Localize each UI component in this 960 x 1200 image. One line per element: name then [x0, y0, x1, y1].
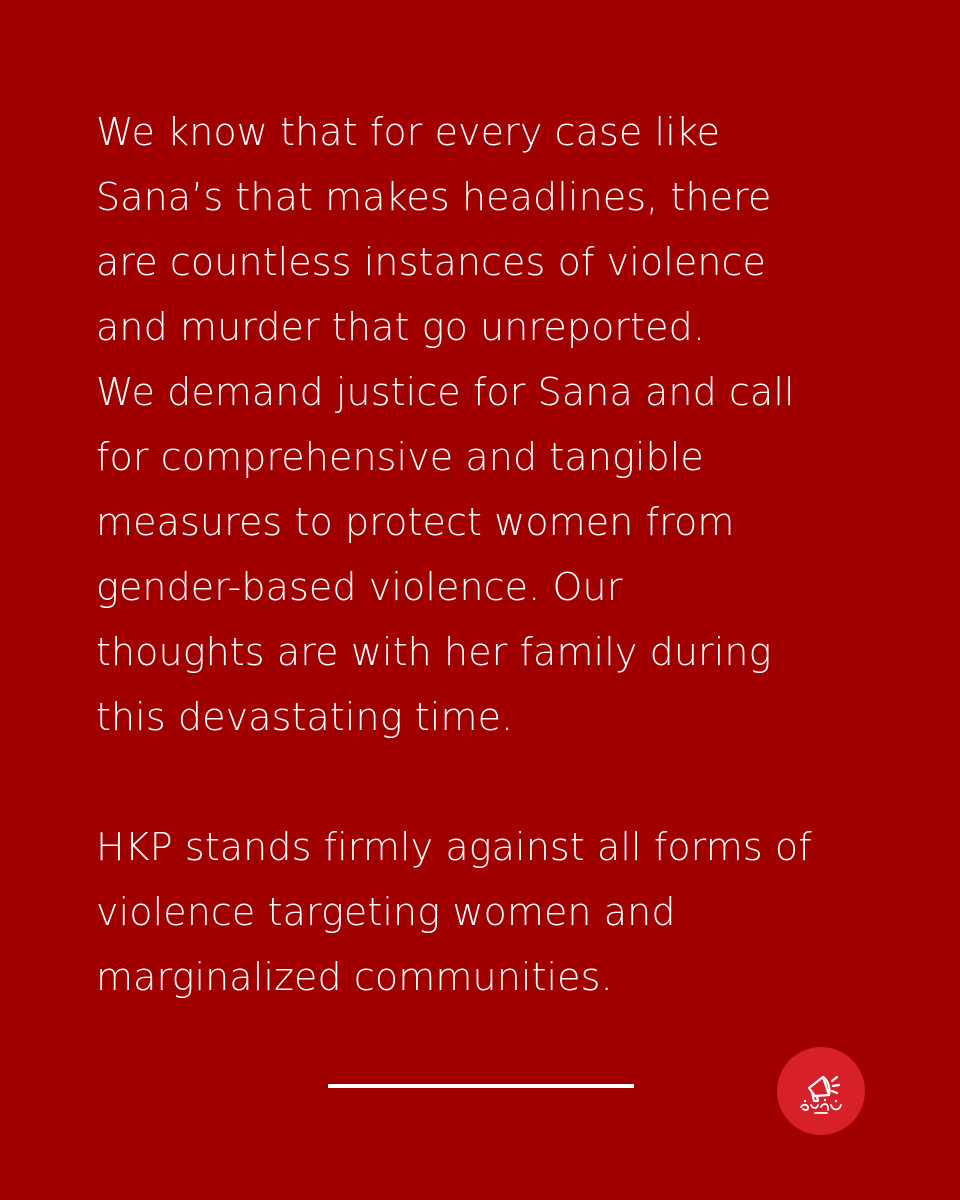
statement-line: and murder that go unreported.: [96, 305, 706, 349]
statement-line: violence targeting women and: [96, 890, 676, 934]
statement-line: Sana’s that makes headlines, there: [96, 175, 772, 219]
statement-line: for comprehensive and tangible: [96, 435, 704, 479]
statement-line: We demand justice for Sana and call: [96, 370, 795, 414]
divider-line: [328, 1084, 634, 1088]
statement-line: measures to protect women from: [96, 500, 735, 544]
statement-line: thoughts are with her family during: [96, 630, 772, 674]
statement-line: are countless instances of violence: [96, 240, 767, 284]
statement-line: gender-based violence. Our: [96, 565, 623, 609]
statement-line: HKP stands firmly against all forms of: [96, 825, 812, 869]
statement-line: We know that for every case like: [96, 110, 721, 154]
statement-line: this devastating time.: [96, 695, 514, 739]
megaphone-icon: [785, 1055, 857, 1127]
paragraph-gap: [96, 750, 896, 815]
statement-line: marginalized communities.: [96, 955, 613, 999]
statement-text: [96, 100, 896, 1010]
hkp-logo: [777, 1047, 865, 1135]
